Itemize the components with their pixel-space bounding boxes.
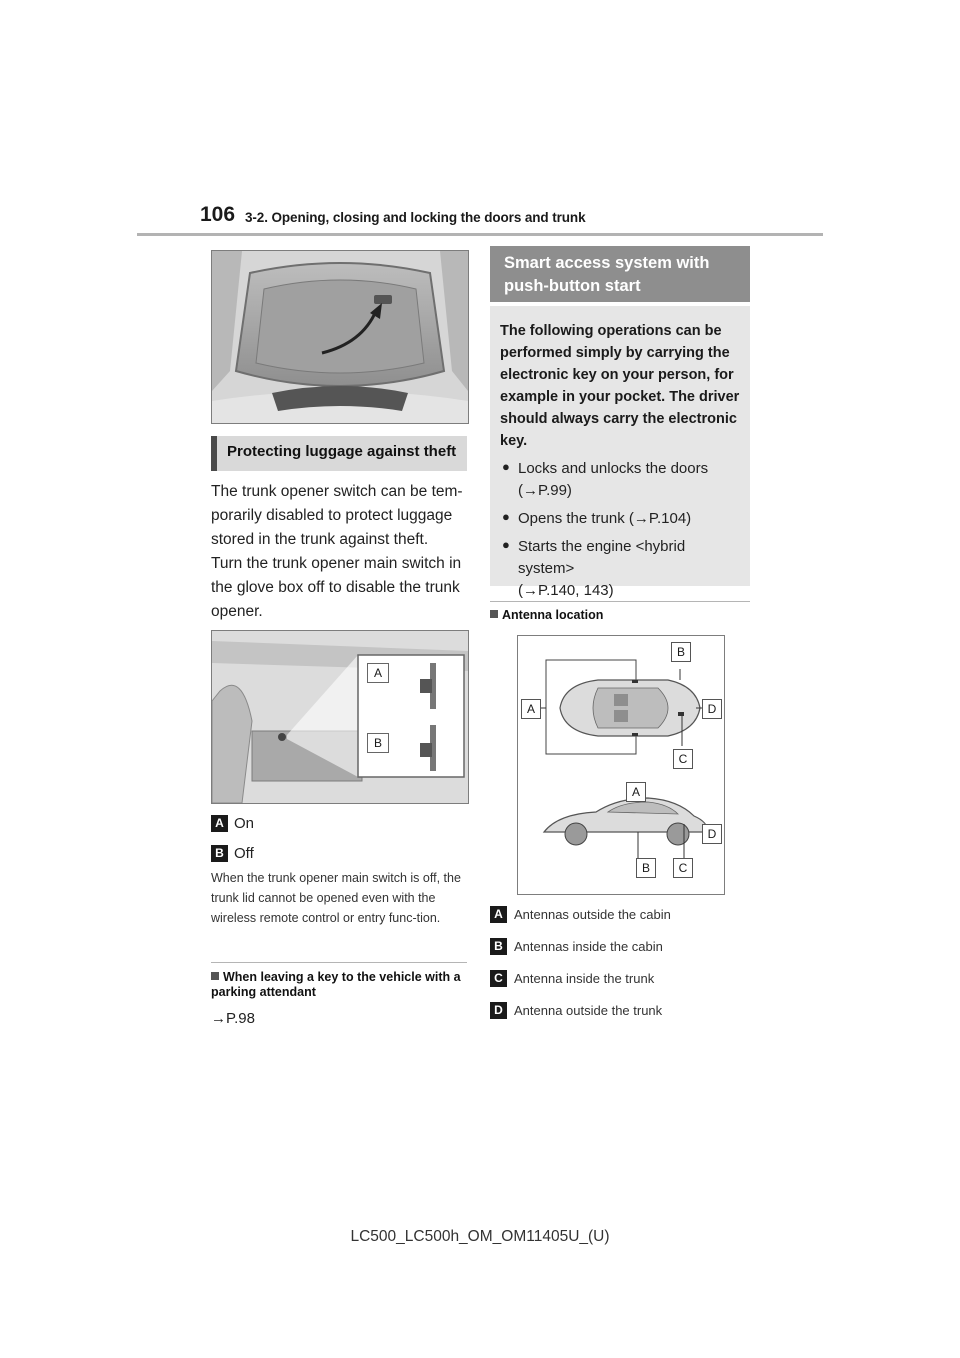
antenna-legend-letter-d: D — [490, 1002, 507, 1019]
antenna-legend-letter-b: B — [490, 938, 507, 955]
protecting-luggage-para1: The trunk opener switch can be tem-porarily disabled to protect luggage stored in the trunk against theft. — [211, 483, 463, 548]
antenna-location-subheading — [490, 608, 750, 623]
diagram-label-c-top: C — [673, 749, 693, 769]
left-divider — [211, 962, 467, 963]
legend-on: On — [234, 815, 255, 832]
antenna-legend-c: Antenna inside the trunk — [514, 971, 655, 986]
smart-access-heading-line1: Smart access system with — [504, 254, 710, 272]
bullet-icon: ● — [502, 537, 510, 552]
trunk-lid-photo — [211, 250, 469, 424]
parking-attendant-subheading-text: When leaving a key to the vehicle with a parking attendant — [211, 970, 461, 999]
protecting-luggage-heading-text: Protecting luggage against theft — [227, 443, 457, 460]
diagram-label-a-top: A — [521, 699, 541, 719]
figure-label-a: A — [367, 663, 389, 683]
page-number: 106 — [200, 203, 236, 226]
figure-label-b: B — [367, 733, 389, 753]
parking-attendant-subheading — [211, 970, 467, 1000]
bullet-icon: ● — [502, 459, 510, 474]
legend-letter-a: A — [211, 815, 228, 832]
square-bullet-icon — [211, 972, 219, 980]
bullet-opens-trunk — [500, 508, 740, 530]
bullet-opens-line1[interactable]: Opens the trunk (→P.104) — [518, 510, 692, 527]
square-bullet-icon — [490, 610, 498, 618]
diagram-label-b-side: B — [636, 858, 656, 878]
bullet-starts-engine — [500, 536, 740, 602]
trunk-switch-note: When the trunk opener main switch is off, the trunk lid cannot be opened even with the wireless remote control or entry func-tion. — [211, 871, 461, 925]
antenna-location-subheading-text: Antenna location — [502, 608, 604, 622]
bullet-locks-doors — [500, 458, 740, 502]
diagram-label-b-top: B — [671, 642, 691, 662]
smart-access-heading-line2: push-button start — [504, 277, 641, 295]
bullet-locks-line2[interactable]: (→P.99) — [518, 482, 572, 499]
diagram-label-c-side: C — [673, 858, 693, 878]
glovebox-switch-photo — [211, 630, 469, 804]
smart-access-intro: The following operations can be performed simply by carrying the electronic key on your person, for example in your pocket. The driver should always carry the electronic key. — [500, 323, 740, 449]
bullet-locks-line1: Locks and unlocks the doors — [518, 460, 709, 477]
trunk-lid-illustration — [212, 251, 468, 423]
smart-access-heading — [490, 246, 750, 302]
antenna-legend-letter-c: C — [490, 970, 507, 987]
diagram-label-d-side: D — [702, 824, 722, 844]
protecting-luggage-para2: Turn the trunk opener main switch in the glove box off to disable the trunk opener. — [211, 555, 462, 620]
parking-attendant-reference[interactable]: →P.98 — [211, 1010, 255, 1027]
protecting-luggage-heading — [211, 436, 467, 471]
diagram-label-a-side: A — [626, 782, 646, 802]
antenna-location-diagram — [517, 635, 725, 895]
bullet-starts-line2[interactable]: (→P.140, 143) — [518, 582, 614, 599]
section-title: 3-2. Opening, closing and locking the doors and trunk — [245, 210, 586, 225]
glovebox-illustration — [212, 631, 468, 803]
bullet-icon: ● — [502, 509, 510, 524]
antenna-legend-b: Antennas inside the cabin — [514, 939, 663, 954]
header-rule — [137, 233, 823, 236]
antenna-legend-letter-a: A — [490, 906, 507, 923]
document-code-footer: LC500_LC500h_OM_OM11405U_(U) — [350, 1228, 610, 1245]
legend-letter-b: B — [211, 845, 228, 862]
bullet-starts-line1: Starts the engine <hybrid system> — [518, 538, 686, 577]
legend-off: Off — [234, 845, 254, 862]
diagram-label-d-top: D — [702, 699, 722, 719]
car-antenna-illustration — [518, 636, 724, 894]
right-divider — [490, 601, 750, 602]
antenna-legend-d: Antenna outside the trunk — [514, 1003, 663, 1018]
antenna-legend-a: Antennas outside the cabin — [514, 907, 671, 922]
